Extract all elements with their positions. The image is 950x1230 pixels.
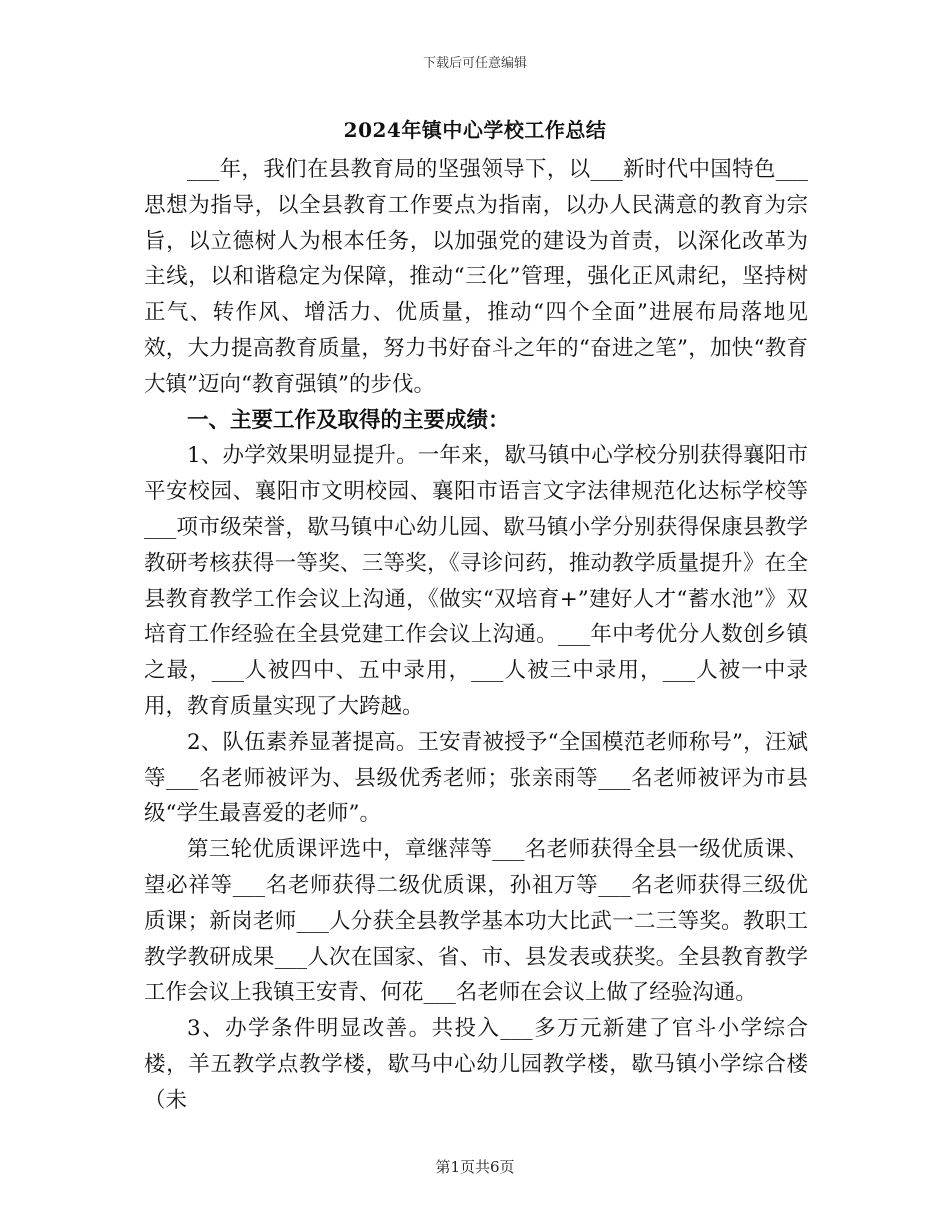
header-note: 下载后可任意编辑	[422, 56, 527, 71]
body-paragraph: 2、队伍素养显著提高。王安青被授予“全国模范老师称号”，汪斌等___名老师被评为、县级优秀老师；张亲雨等___名老师被评为市县级“学生最喜爱的老师”。	[144, 729, 808, 827]
body-paragraph: 第三轮优质课评选中，章继萍等___名老师获得全县一级优质课、望必祥等___名老师获得二级优质课，孙祖万等___名老师获得三级优质课；新岗老师___人分获全县教学基本功大比武一二三等奖。教职工教学教研成果___人次在国家、省、市、县发表或获奖。全县教育教学工作会议上我镇王安青、何花___名老师在会议上做了经验沟通。	[144, 837, 808, 1006]
page-footer: 第1页共6页	[435, 1158, 515, 1176]
body-paragraph: 1、办学效果明显提升。一年来，歇马镇中心学校分别获得襄阳市平安校园、襄阳市文明校园、襄阳市语言文字法律规范化达标学校等___项市级荣誉，歇马镇中心幼儿园、歇马镇小学分别获得保康县教学教研考核获得一等奖、三等奖，《寻诊问药，推动教学质量提升》在全县教育教学工作会议上沟通，《做实“双培育+”建好人才“蓄水池”》双培育工作经验在全县党建工作会议上沟通。___年中考优分人数创乡镇之最，___人被四中、五中录用，___人被三中录用，___人被一中录用，教育质量实现了大跨越。	[144, 443, 808, 719]
document-body	[144, 152, 808, 1119]
document-title: 2024年镇中心学校工作总结	[343, 118, 607, 142]
intro-paragraph: ___年，我们在县教育局的坚强领导下，以___新时代中国特色___思想为指导，以全县教育工作要点为指南，以办人民满意的教育为宗旨，以立德树人为根本任务，以加强党的建设为首责，以深化改革为主线，以和谐稳定为保障，推动“三化”管理，强化正风肃纪，坚持树正气、转作风、增活力、优质量，推动“四个全面”进展布局落地见效，大力提高教育质量，努力书好奋斗之年的“奋进之笔”，加快“教育大镇”迈向“教育强镇”的步伐。	[144, 157, 808, 397]
section-heading: 一、主要工作及取得的主要成绩：	[187, 407, 510, 433]
body-paragraph: 3、办学条件明显改善。共投入___多万元新建了官斗小学综合楼，羊五教学点教学楼，歇马中心幼儿园教学楼，歇马镇小学综合楼（未	[144, 1016, 808, 1113]
